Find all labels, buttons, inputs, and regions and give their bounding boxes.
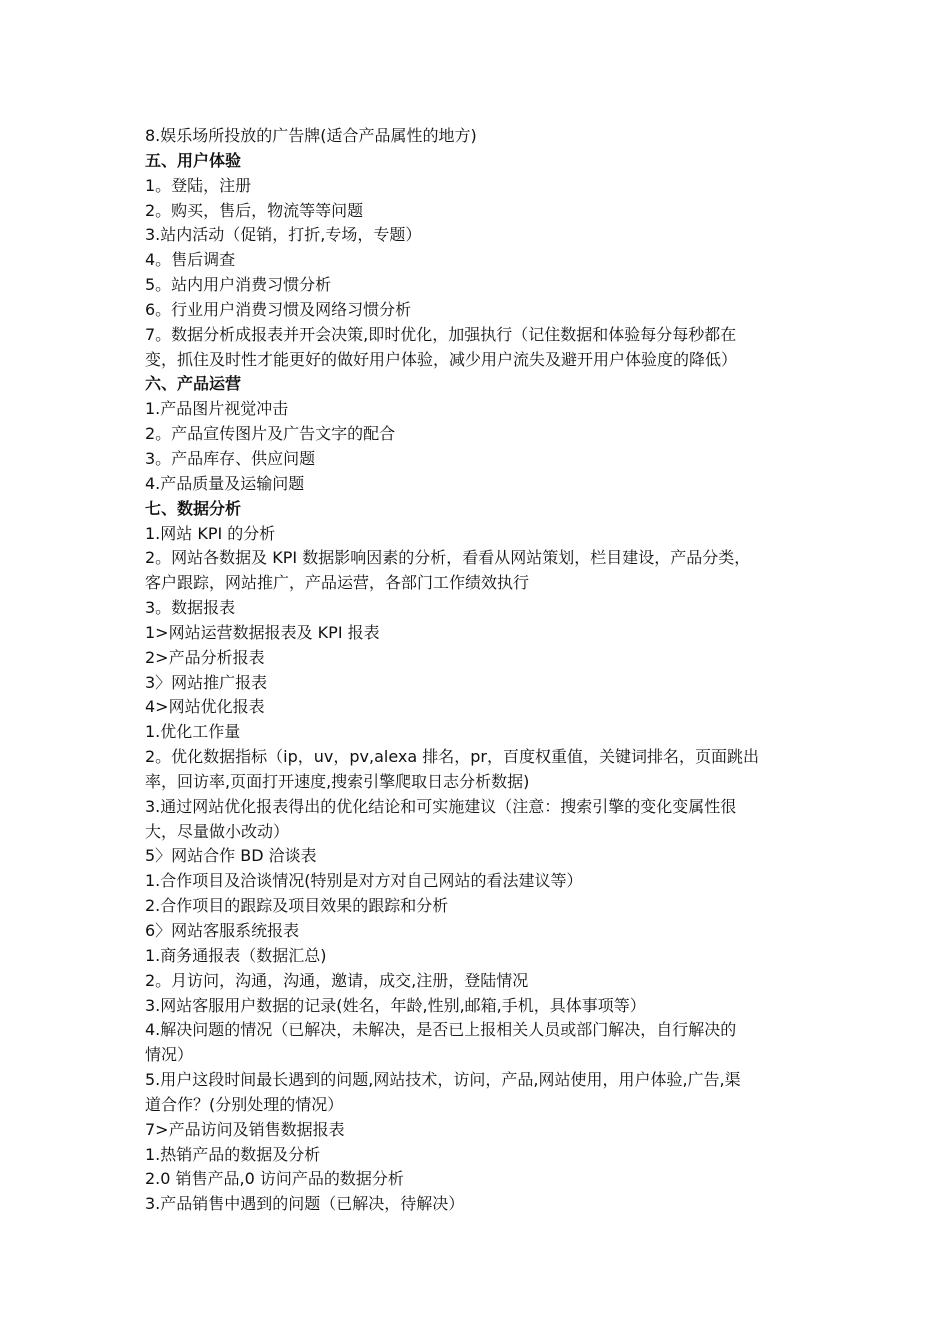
- text-line: 6〉网站客服系统报表: [145, 921, 300, 940]
- text-line: 1.合作项目及洽谈情况(特别是对方对自己网站的看法建议等）: [145, 871, 583, 891]
- text-line: 大，尽量做小改动）: [145, 821, 290, 841]
- text-line: 2.0 销售产品,0 访问产品的数据分析: [145, 1169, 404, 1189]
- text-line: 2。购买，售后，物流等等问题: [145, 200, 364, 220]
- text-line: 7>产品访问及销售数据报表: [145, 1119, 345, 1139]
- text-line: 8.娱乐场所投放的广告牌(适合产品属性的地方): [145, 126, 477, 145]
- text-line: 1.产品图片视觉冲击: [145, 399, 289, 419]
- text-line: 1>网站运营数据报表及 KPI 报表: [145, 622, 380, 642]
- section-heading: 六、产品运营: [145, 374, 242, 394]
- text-line: 2>产品分析报表: [145, 647, 265, 667]
- text-line: 3〉网站推广报表: [145, 672, 268, 692]
- text-line: 1.网站 KPI 的分析: [145, 523, 276, 543]
- text-line: 2。优化数据指标（ip，uv，pv,alexa 排名，pr，百度权重值，关键词排名，页面跳出: [145, 747, 760, 767]
- text-line: 4.解决问题的情况（已解决，未解决，是否已上报相关人员或部门解决，自行解决的: [145, 1020, 737, 1040]
- text-line: 1。登陆，注册: [145, 175, 252, 195]
- text-line: 道合作？(分别处理的情况）: [145, 1094, 344, 1114]
- text-line: 3.通过网站优化报表得出的优化结论和可实施建议（注意：搜索引擎的变化变属性很: [145, 796, 737, 816]
- text-line: 2.合作项目的跟踪及项目效果的跟踪和分析: [145, 896, 449, 916]
- text-line: 6。行业用户消费习惯及网络习惯分析: [145, 299, 412, 319]
- text-line: 5.用户这段时间最长遇到的问题,网站技术，访问，产品,网站使用，用户体验,广告,渠: [145, 1070, 741, 1090]
- document-page: [145, 124, 805, 1217]
- text-line: 3.网站客服用户数据的记录(姓名，年龄,性别,邮箱,手机，具体事项等）: [145, 995, 646, 1015]
- text-line: 1.热销产品的数据及分析: [145, 1144, 321, 1164]
- text-line: 率，回访率,页面打开速度,搜索引擎爬取日志分析数据): [145, 771, 530, 791]
- text-line: 情况）: [145, 1045, 194, 1065]
- text-line: 1.商务通报表（数据汇总): [145, 945, 327, 965]
- text-line: 5〉网站合作 BD 洽谈表: [145, 846, 317, 866]
- text-line: 7。数据分析成报表并开会决策,即时优化，加强执行（记住数据和体验每分每秒都在: [145, 324, 737, 344]
- text-line: 2。产品宣传图片及广告文字的配合: [145, 424, 396, 444]
- text-line: 4.产品质量及运输问题: [145, 473, 305, 493]
- text-line: 3。产品库存、供应问题: [145, 448, 316, 468]
- text-line: 2。月访问，沟通，沟通，邀请，成交,注册，登陆情况: [145, 970, 529, 990]
- text-line: 4>网站优化报表: [145, 697, 265, 717]
- text-line: 1.优化工作量: [145, 722, 241, 742]
- section-heading: 五、用户体验: [145, 150, 242, 170]
- text-line: 3.产品销售中遇到的问题（已解决，待解决）: [145, 1194, 465, 1214]
- text-line: 变，抓住及时性才能更好的做好用户体验，减少用户流失及避开用户体验度的降低）: [145, 349, 738, 369]
- text-line: 3.站内活动（促销，打折,专场，专题）: [145, 225, 422, 245]
- text-line: 2。网站各数据及 KPI 数据影响因素的分析，看看从网站策划，栏目建设，产品分类，: [145, 548, 751, 568]
- text-line: 客户跟踪，网站推广，产品运营，各部门工作绩效执行: [145, 573, 530, 593]
- section-heading: 七、数据分析: [145, 498, 242, 518]
- text-line: 3。数据报表: [145, 598, 236, 618]
- text-line: 4。售后调查: [145, 250, 236, 270]
- text-line: 5。站内用户消费习惯分析: [145, 275, 332, 295]
